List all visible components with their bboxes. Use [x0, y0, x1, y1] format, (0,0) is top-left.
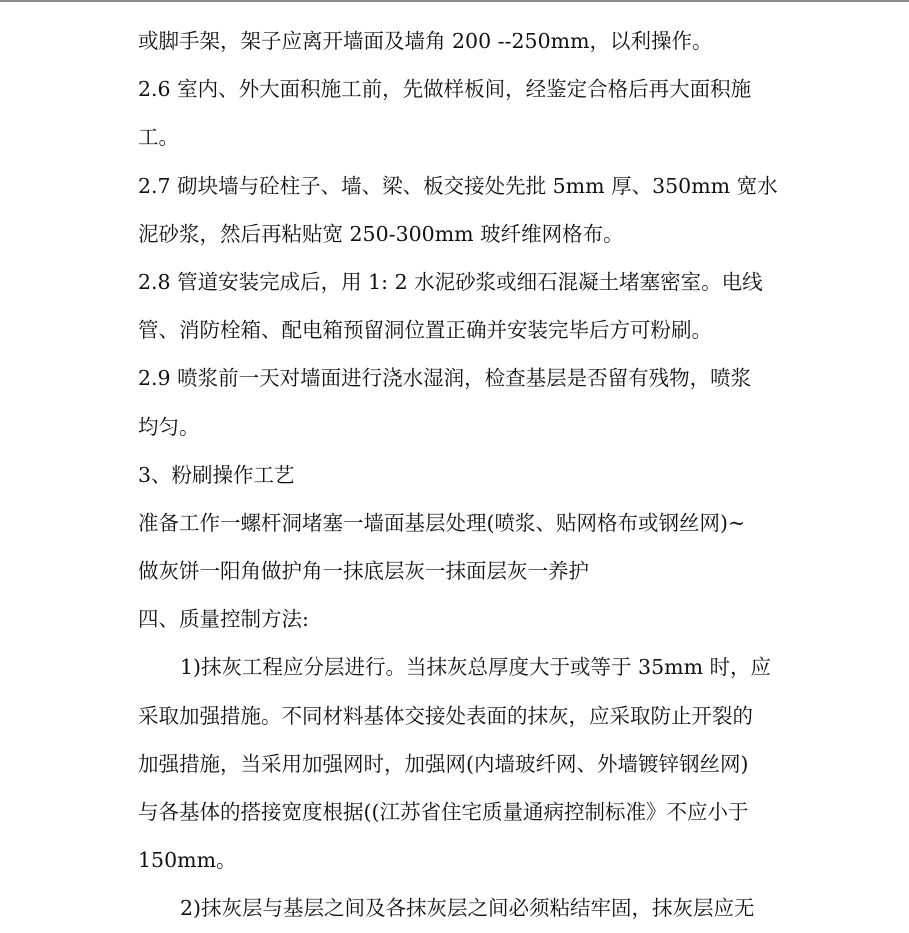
page-top-border [0, 0, 909, 2]
text-line: 2)抹灰层与基层之间及各抹灰层之间必须粘结牢固，抹灰层应无 [180, 896, 755, 921]
text-line: 150mm。 [138, 848, 237, 873]
text-line: 1)抹灰工程应分层进行。当抹灰总厚度大于或等于 35mm 时，应 [180, 655, 772, 680]
text-line: 或脚手架，架子应离开墙面及墙角 200 --250mm，以利操作。 [138, 29, 713, 53]
section-heading: 四、质量控制方法: [138, 607, 309, 632]
text-line: 泥砂浆，然后再粘贴宽 250-300mm 玻纤维网格布。 [138, 221, 624, 246]
text-line: 与各基体的搭接宽度根据((江苏省住宅质量通病控制标准》不应小于 [138, 800, 749, 824]
text-line: 2.9 喷浆前一天对墙面进行浇水湿润，检查基层是否留有残物，喷浆 [138, 366, 752, 391]
text-line: 做灰饼一阳角做护角一抹底层灰一抹面层灰一养护 [138, 559, 589, 584]
document-page [138, 17, 778, 933]
text-line: 工。 [138, 125, 179, 150]
text-line: 采取加强措施。不同材料基体交接处表面的抹灰，应采取防止开裂的 [138, 703, 753, 728]
text-line: 2.6 室内、外大面积施工前，先做样板间，经鉴定合格后再大面积施 [138, 77, 752, 102]
section-heading: 3、粉刷操作工艺 [138, 462, 295, 487]
text-line: 管、消防栓箱、配电箱预留洞位置正确并安装完毕后方可粉刷。 [138, 318, 712, 343]
text-line: 均匀。 [138, 414, 200, 439]
text-line: 准备工作一螺杆洞堵塞一墙面基层处理(喷浆、贴网格布或钢丝网)~ [138, 510, 746, 535]
text-line: 2.7 砌块墙与砼柱子、墙、梁、板交接处先批 5mm 厚、350mm 宽水 [138, 173, 778, 198]
text-line: 2.8 管道安装完成后，用 1: 2 水泥砂浆或细石混凝土堵塞密室。电线 [138, 269, 763, 294]
text-line: 加强措施，当采用加强网时，加强网(内墙玻纤网、外墙镀锌钢丝网) [138, 751, 749, 776]
